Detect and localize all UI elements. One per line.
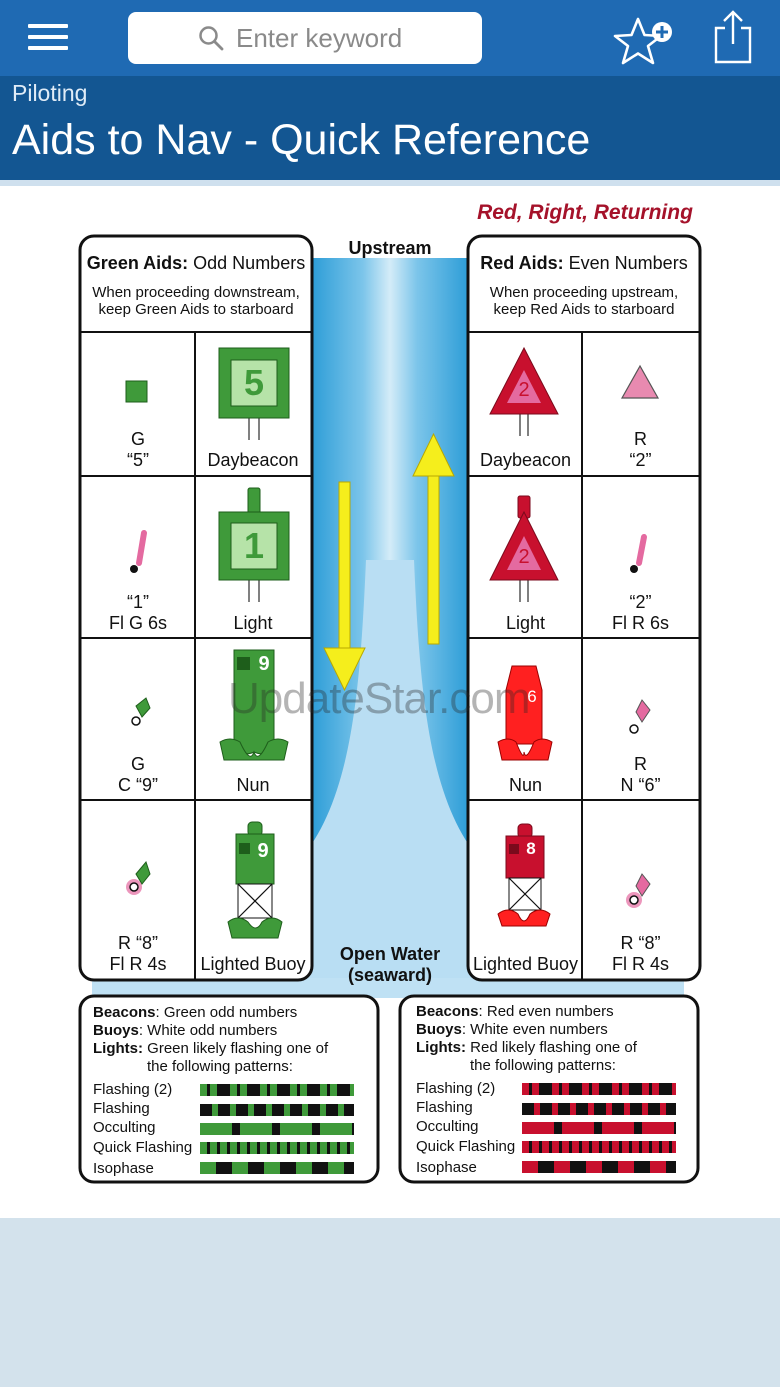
breadcrumb[interactable]: Piloting [12, 80, 88, 106]
green-r4-small-label-2: Fl R 4s [109, 954, 167, 974]
green-pattern-label-0: Flashing (2) [93, 1081, 173, 1098]
green-legend-lights: Lights: Green likely flashing one of [93, 1040, 329, 1057]
red-pattern-flashing-2 [522, 1083, 676, 1095]
red-pattern-label-3: Quick Flashing [416, 1138, 516, 1155]
share-icon[interactable] [712, 10, 754, 66]
green-panel-desc-1: When proceeding downstream, [92, 284, 300, 301]
green-pattern-label-2: Occulting [93, 1119, 156, 1136]
red-pattern-flashing [522, 1103, 676, 1115]
watermark: UpdateStar.com [228, 674, 530, 723]
red-nun-number: 6 [527, 687, 537, 706]
green-panel-desc-2: keep Green Aids to starboard [98, 301, 294, 318]
red-legend-buoys: Buoys: White even numbers [416, 1021, 608, 1038]
seaward-label: (seaward) [347, 965, 433, 985]
green-legend-lights-2: the following patterns: [147, 1058, 293, 1075]
red-r1-small-label-2: “2” [629, 450, 652, 470]
search-box[interactable] [128, 12, 482, 64]
red-pattern-quick-flashing [522, 1141, 676, 1153]
red-panel-title: Red Aids: Even Numbers [480, 253, 688, 273]
page-title: Aids to Nav - Quick Reference [12, 116, 591, 164]
green-panel-title: Green Aids: Odd Numbers [86, 253, 306, 273]
add-favorite-icon[interactable] [608, 14, 678, 70]
green-pattern-label-4: Isophase [93, 1160, 154, 1177]
red-pattern-label-4: Isophase [416, 1159, 477, 1176]
green-daybeacon-number: 5 [243, 362, 265, 403]
red-lighted-buoy-label: Lighted Buoy [472, 954, 579, 974]
red-daybeacon-number: 2 [518, 379, 530, 401]
red-pattern-isophase [522, 1161, 676, 1173]
green-lighted-buoy-number: 9 [257, 840, 269, 862]
green-r2-small-label-1: “1” [127, 592, 149, 612]
green-daybeacon-label: Daybeacon [207, 450, 299, 470]
red-r4-small-label-2: Fl R 4s [611, 954, 669, 974]
green-pattern-flashing-2 [200, 1084, 354, 1096]
red-daybeacon-label: Daybeacon [479, 450, 572, 470]
red-r4-small-label-1: R “8” [620, 933, 661, 953]
empty-footer-area [0, 1218, 780, 1387]
red-legend-lights-2: the following patterns: [470, 1057, 616, 1074]
menu-icon[interactable] [28, 24, 68, 52]
green-pattern-occulting [200, 1123, 354, 1135]
red-light-label: Light [505, 613, 546, 633]
red-legend-lights: Lights: Red likely flashing one of [416, 1039, 637, 1056]
green-light-label: Light [233, 613, 273, 633]
green-lighted-buoy-label: Lighted Buoy [200, 954, 306, 974]
red-r3-small-label-2: N “6” [620, 775, 661, 795]
search-icon [198, 25, 224, 51]
red-nun-label: Nun [508, 775, 543, 795]
green-r4-small-label-1: R “8” [118, 933, 158, 953]
red-lighted-buoy-number: 8 [526, 839, 536, 858]
green-legend-buoys: Buoys: White odd numbers [93, 1022, 278, 1039]
red-r3-small-label-1: R [634, 754, 647, 774]
green-legend-beacons: Beacons: Green odd numbers [93, 1004, 298, 1021]
green-pattern-label-3: Quick Flashing [93, 1139, 193, 1156]
red-panel-desc-2: keep Red Aids to starboard [493, 301, 675, 318]
green-r1-small-label-1: G [130, 429, 145, 449]
red-r2-small-label-1: “2” [629, 592, 652, 612]
green-pattern-quick-flashing [200, 1142, 354, 1154]
red-pattern-label-2: Occulting [416, 1118, 479, 1135]
green-pattern-isophase [200, 1162, 354, 1174]
green-light-number: 1 [243, 525, 265, 566]
green-nun-number: 9 [258, 653, 270, 675]
green-nun-label: Nun [236, 775, 270, 795]
search-input[interactable] [236, 20, 466, 56]
red-right-returning-slogan: Red, Right, Returning [477, 201, 693, 224]
red-light-number: 2 [518, 546, 530, 568]
green-r3-small-label-1: G [130, 754, 145, 774]
green-r1-small-label-2: “5” [127, 450, 149, 470]
red-pattern-occulting [522, 1122, 676, 1134]
green-chart-daybeacon-symbol [126, 381, 147, 402]
red-r2-small-label-2: Fl R 6s [611, 613, 669, 633]
open-water-label: Open Water [339, 944, 441, 964]
red-panel-desc-1: When proceeding upstream, [489, 284, 679, 301]
green-pattern-flashing [200, 1104, 354, 1116]
red-legend-beacons: Beacons: Red even numbers [416, 1003, 614, 1020]
green-pattern-label-1: Flashing [93, 1100, 150, 1117]
green-r2-small-label-2: Fl G 6s [108, 613, 167, 633]
red-pattern-label-0: Flashing (2) [416, 1080, 496, 1097]
upstream-label: Upstream [348, 238, 432, 258]
green-r3-small-label-2: C “9” [118, 775, 158, 795]
red-pattern-label-1: Flashing [416, 1099, 473, 1116]
red-r1-small-label-1: R [634, 429, 647, 449]
